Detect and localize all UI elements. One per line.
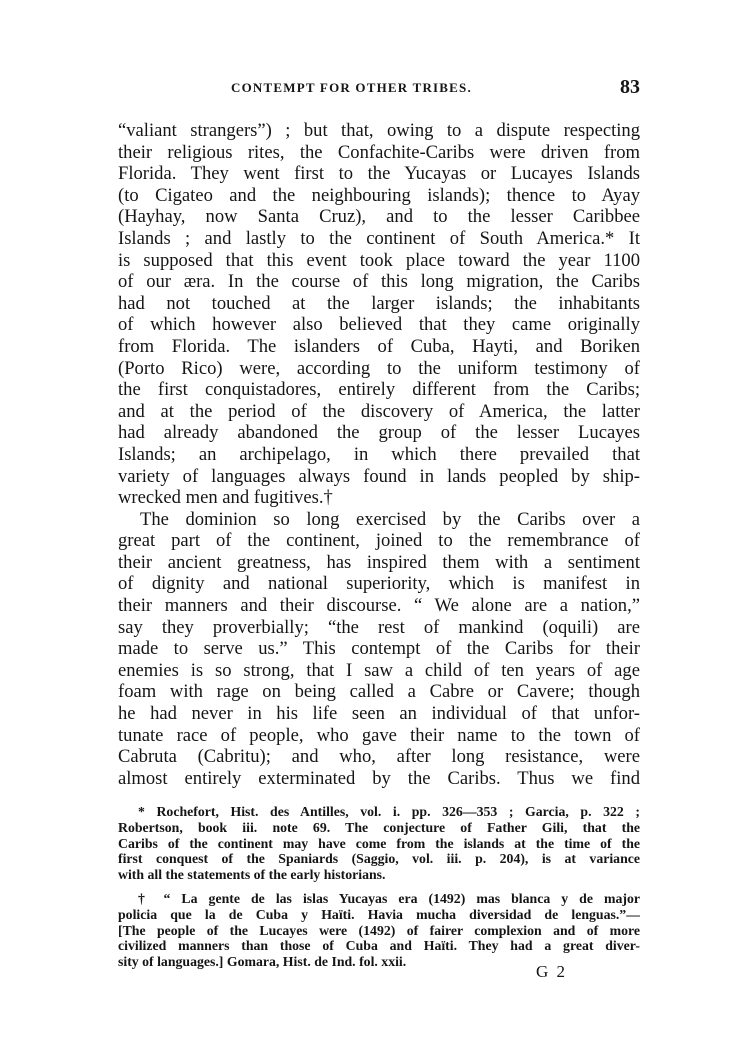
- footnote-spacer: [118, 883, 640, 891]
- footnote-line: † “ La gente de las islas Yucayas era (1492) mas blanca y de major: [138, 890, 640, 906]
- text-line: their religious rites, the Confachite-Caribs were driven from: [118, 141, 640, 163]
- text-line: had already abandoned the group of the lesser Lucayes: [118, 422, 640, 444]
- text-line: The dominion so long exercised by the Caribs over a: [140, 508, 640, 530]
- body-text: [118, 120, 640, 789]
- text-line: Islands; an archipelago, in which there prevailed that: [118, 443, 640, 465]
- footnote-line: civilized manners than those of Cuba and Haïti. They had a great diver-: [118, 938, 640, 954]
- text-line: and at the period of the discovery of America, the latter: [118, 400, 640, 422]
- footnote-line: Robertson, book iii. note 69. The conjecture of Father Gili, that the: [118, 819, 640, 835]
- text-line: of dignity and national superiority, which is manifest in: [118, 573, 640, 595]
- text-line: Islands ; and lastly to the continent of South America.* It: [118, 227, 640, 249]
- text-line: variety of languages always found in lands peopled by ship-: [118, 465, 640, 487]
- text-line: of our æra. In the course of this long migration, the Caribs: [118, 271, 640, 293]
- text-line: (Hayhay, now Santa Cruz), and to the lesser Caribbee: [118, 206, 640, 228]
- footnote-1: [118, 804, 640, 883]
- text-line: had not touched at the larger islands; the inhabitants: [118, 292, 640, 314]
- text-line: their manners and their discourse. “ We alone are a nation,”: [118, 595, 640, 617]
- running-head: [143, 76, 640, 102]
- paragraph-2: [118, 509, 640, 790]
- text-line: tunate race of people, who gave their name to the town of: [118, 724, 640, 746]
- footnotes: [118, 804, 640, 970]
- text-line: (Porto Rico) were, according to the uniform testimony of: [118, 357, 640, 379]
- text-line: “valiant strangers”) ; but that, owing to a dispute respecting: [118, 120, 640, 141]
- signature-mark: G 2: [536, 962, 568, 981]
- footnote-line: first conquest of the Spaniards (Saggio, vol. iii. p. 204), is at variance: [118, 851, 640, 867]
- text-line: he had never in his life seen an individual of that unfor-: [118, 703, 640, 725]
- text-line: almost entirely exterminated by the Caribs. Thus we find: [118, 767, 640, 789]
- text-line: their ancient greatness, has inspired them with a sentiment: [118, 551, 640, 573]
- footnote-line: sity of languages.] Gomara, Hist. de Ind. fol. xxii.: [118, 954, 407, 970]
- text-line: Cabruta (Cabritu); and who, after long resistance, were: [118, 746, 640, 768]
- footnote-2: [118, 891, 640, 970]
- footnote-line: [The people of the Lucayes were (1492) of fairer complexion and of more: [118, 922, 640, 938]
- paragraph-1: [118, 120, 640, 509]
- footnote-line: Caribs of the continent may have come from the islands at the time of the: [118, 835, 640, 851]
- text-line: foam with rage on being called a Cabre or Cavere; though: [118, 681, 640, 703]
- text-line: is supposed that this event took place toward the year 1100: [118, 249, 640, 271]
- footnote-line: policia que la de Cuba y Haïti. Havia mucha diversidad de lenguas.”—: [118, 906, 640, 922]
- text-line: the first conquistadores, entirely different from the Caribs;: [118, 379, 640, 401]
- footnote-line: with all the statements of the early historians.: [118, 867, 386, 883]
- text-line: of which however also believed that they came originally: [118, 314, 640, 336]
- footnote-line: * Rochefort, Hist. des Antilles, vol. i. pp. 326—353 ; Garcia, p. 322 ;: [138, 804, 640, 819]
- text-line: great part of the continent, joined to the remembrance of: [118, 530, 640, 552]
- text-line: from Florida. The islanders of Cuba, Hayti, and Boriken: [118, 335, 640, 357]
- text-line: Florida. They went first to the Yucayas or Lucayes Islands: [118, 163, 640, 185]
- text-line: (to Cigateo and the neighbouring islands); thence to Ayay: [118, 184, 640, 206]
- running-title: CONTEMPT FOR OTHER TRIBES.: [231, 80, 472, 95]
- page-number: 83: [620, 76, 640, 98]
- text-line: wrecked men and fugitives.†: [118, 487, 333, 509]
- text-line: say they proverbially; “the rest of mankind (oquili) are: [118, 616, 640, 638]
- text-line: made to serve us.” This contempt of the Caribs for their: [118, 638, 640, 660]
- text-line: enemies is so strong, that I saw a child of ten years of age: [118, 659, 640, 681]
